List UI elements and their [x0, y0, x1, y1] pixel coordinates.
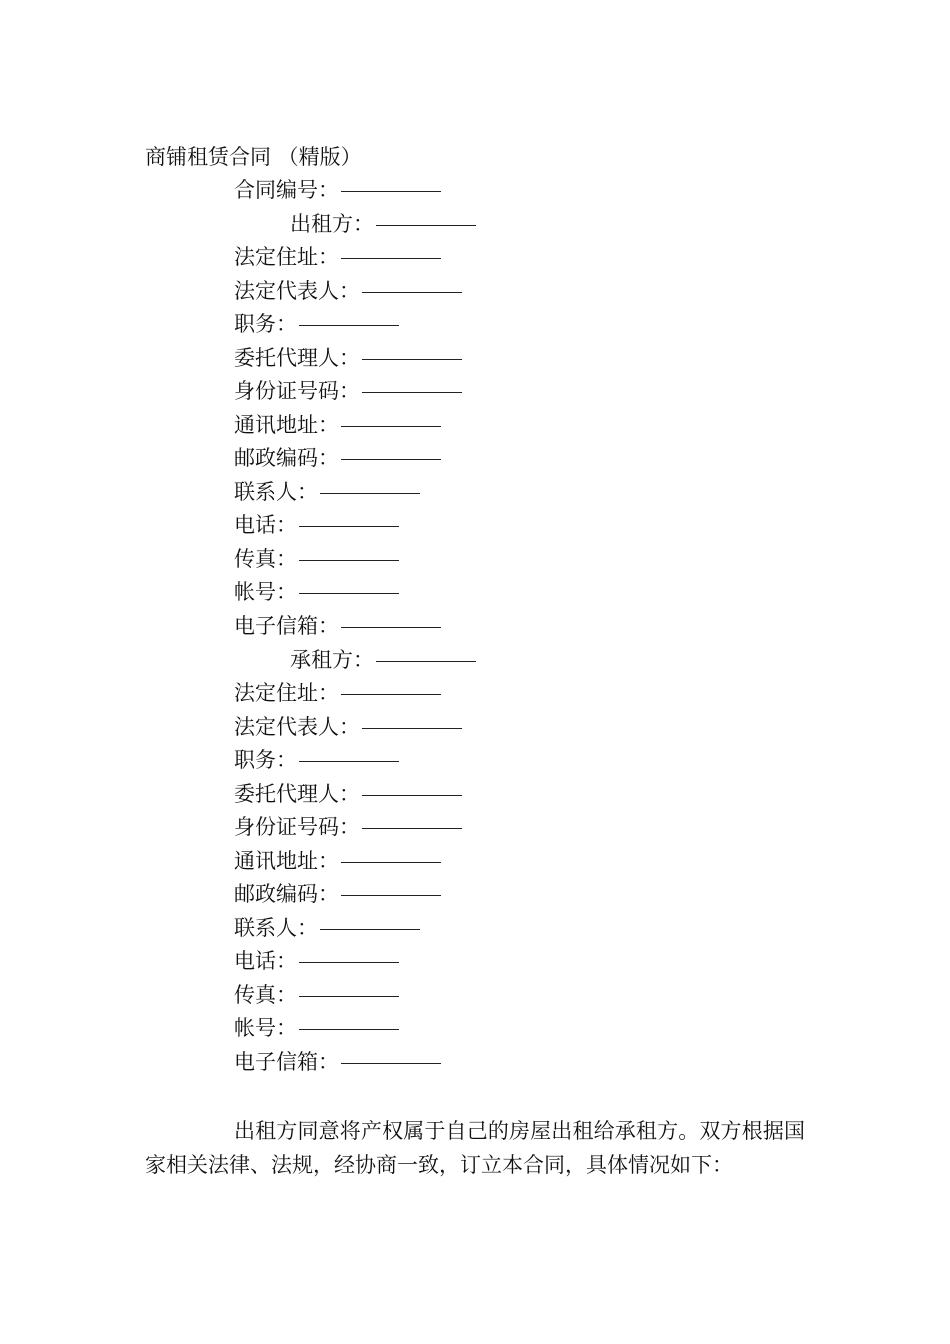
lessee-field-line [234, 1014, 399, 1042]
lessor-heading: 出租方： [290, 212, 374, 236]
lessee-field-blank [341, 693, 441, 695]
lessee-field-blank [299, 961, 399, 963]
lessee-field-line [234, 780, 462, 808]
lessor-field-blank [299, 559, 399, 561]
lessor-field-blank [320, 492, 420, 494]
lessor-field-label: 职务： [234, 312, 297, 336]
lessor-field-blank [362, 291, 462, 293]
lessee-field-label: 联系人： [234, 916, 318, 940]
lessee-field-label: 电话： [234, 949, 297, 973]
lessor-field-line [234, 444, 441, 472]
lessor-field-line [234, 545, 399, 573]
lessor-field-label: 帐号： [234, 580, 297, 604]
lessee-field-line [234, 746, 399, 774]
lessor-field-line [234, 612, 441, 640]
lessee-field-label: 身份证号码： [234, 815, 360, 839]
lessee-field-line [234, 914, 420, 942]
lessee-field-blank [341, 861, 441, 863]
lessee-field-blank [362, 794, 462, 796]
lessor-field-label: 法定住址： [234, 245, 339, 269]
lessee-field-blank [299, 1028, 399, 1030]
lessor-field-line [234, 277, 462, 305]
lessee-field-line [234, 947, 399, 975]
lessor-field-blank [341, 257, 441, 259]
lessor-heading-blank [376, 224, 476, 226]
contract-number-blank [341, 190, 441, 192]
lessor-field-label: 联系人： [234, 480, 318, 504]
contract-number-label: 合同编号： [234, 178, 339, 202]
document-title: 商铺租赁合同 （精版） [145, 145, 362, 169]
lessor-field-blank [341, 626, 441, 628]
lessor-field-label: 委托代理人： [234, 346, 360, 370]
lessee-field-label: 法定代表人： [234, 715, 360, 739]
lessor-field-line [234, 243, 441, 271]
lessor-heading-line [290, 210, 476, 238]
lessee-field-line [234, 880, 441, 908]
lessor-field-label: 身份证号码： [234, 379, 360, 403]
lessor-field-line [234, 411, 441, 439]
lessor-field-label: 法定代表人： [234, 279, 360, 303]
lessee-field-label: 职务： [234, 748, 297, 772]
lessee-field-label: 电子信箱： [234, 1050, 339, 1074]
lessor-field-blank [362, 391, 462, 393]
lessee-field-line [234, 813, 462, 841]
lessee-field-label: 传真： [234, 983, 297, 1007]
lessee-field-blank [341, 1062, 441, 1064]
lessor-field-line [234, 578, 399, 606]
lessee-field-line [234, 713, 462, 741]
lessee-field-label: 委托代理人： [234, 782, 360, 806]
lessor-field-blank [341, 458, 441, 460]
lessee-field-line [234, 1048, 441, 1076]
lessor-field-blank [362, 358, 462, 360]
lessor-field-blank [299, 525, 399, 527]
lessee-field-label: 通讯地址： [234, 849, 339, 873]
lessee-field-blank [299, 995, 399, 997]
lessor-field-line [234, 310, 399, 338]
lessee-field-label: 邮政编码： [234, 882, 339, 906]
lessee-field-blank [362, 727, 462, 729]
lessor-field-line [234, 511, 399, 539]
lessee-heading-line [290, 646, 476, 674]
lessor-field-label: 邮政编码： [234, 446, 339, 470]
lessee-field-blank [299, 760, 399, 762]
lessor-field-label: 电话： [234, 513, 297, 537]
lessee-field-line [234, 679, 441, 707]
lessee-field-line [234, 981, 399, 1009]
lessor-field-blank [341, 425, 441, 427]
lessor-field-blank [299, 324, 399, 326]
lessee-field-line [234, 847, 441, 875]
lessor-field-label: 通讯地址： [234, 413, 339, 437]
lessee-field-blank [362, 827, 462, 829]
lessor-field-line [234, 377, 462, 405]
lessee-field-blank [320, 928, 420, 930]
lessee-heading-blank [376, 660, 476, 662]
lessor-field-label: 传真： [234, 547, 297, 571]
lessee-heading: 承租方： [290, 648, 374, 672]
lessee-field-label: 法定住址： [234, 681, 339, 705]
lessor-field-line [234, 344, 462, 372]
intro-paragraph: 出租方同意将产权属于自己的房屋出租给承租方。双方根据国家相关法律、法规，经协商一致，订立本合同，具体情况如下： [145, 1119, 805, 1177]
contract-number-line [234, 176, 441, 204]
lessor-field-label: 电子信箱： [234, 614, 339, 638]
lessor-field-blank [299, 592, 399, 594]
lessee-field-label: 帐号： [234, 1016, 297, 1040]
lessee-field-blank [341, 894, 441, 896]
lessor-field-line [234, 478, 420, 506]
